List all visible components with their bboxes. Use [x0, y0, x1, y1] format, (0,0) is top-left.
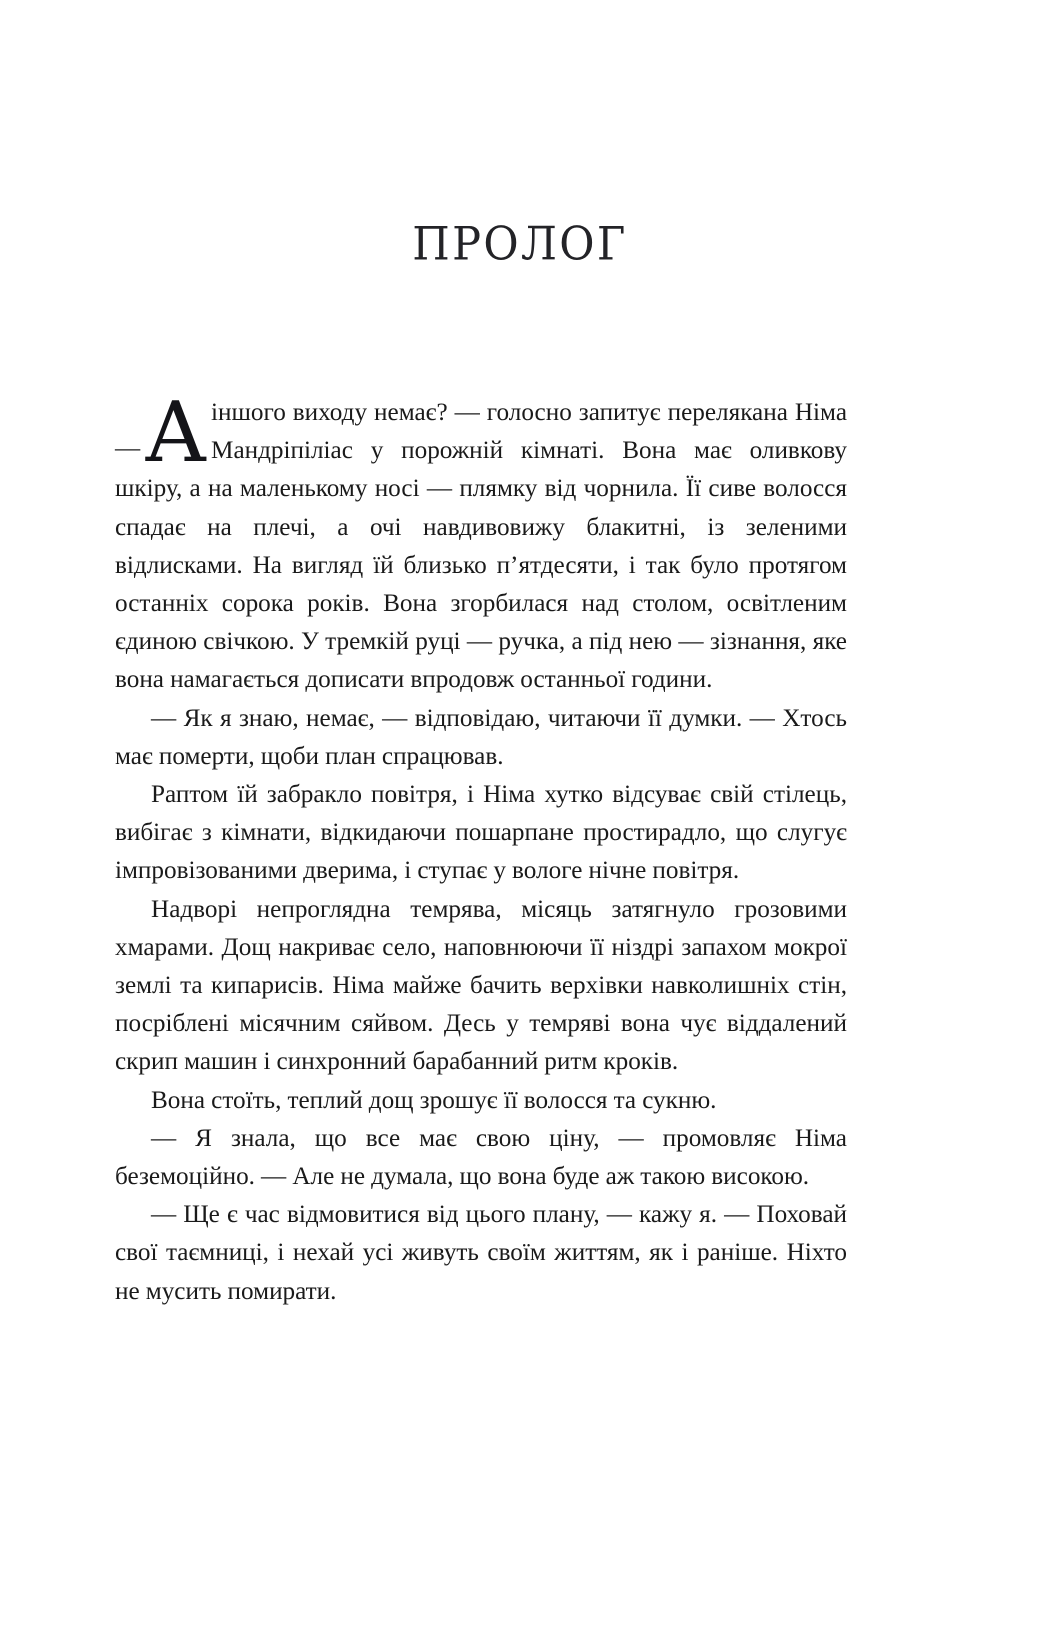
chapter-title: ПРОЛОГ: [412, 217, 628, 271]
paragraph: Надворі непроглядна темрява, місяць затягнуло грозовими хмарами. Дощ накриває село, наповнюючи її ніздрі запахом мокрої землі та кипарисів. Німа майже бачить верхівки навколишніх стін, посріблені місячним сяйвом. Десь у темряві вона чує віддалений скрип машин і синхронний барабанний ритм кроків.: [115, 895, 847, 1076]
drop-cap: А: [144, 384, 208, 481]
paragraph: Вона стоїть, теплий дощ зрошує її волосся та сукню.: [151, 1086, 717, 1114]
opening-paragraph: [115, 384, 847, 700]
paragraph: Раптом їй забракло повітря, і Німа хутко відсуває свій стілець, вибігає з кімнати, відкидаючи пошарпане простирадло, що слугує імпровізованими дверима, і ступає у вологе нічне повітря.: [115, 781, 847, 885]
em-dash-marker: —: [115, 435, 141, 462]
opening-paragraph-text: іншого виходу немає? — голосно запитує перелякана Німа Мандріпіліас у порожній кімнаті. Вона має оливкову шкіру, а на маленькому носі — плямку від чорнила. Її сиве волосся спадає на плечі, а очі навдивовижу блакитні, із зеленими відлисками. На вигляд їй близько п’ятдесяти, і так було протягом останніх сорока років. Вона згорбилася над столом, освітленим єдиною свічкою. У тремкій руці — ручка, а під нею — зізнання, яке вона намагається дописати впродовж останньої години.: [115, 399, 847, 694]
paragraph: — Ще є час відмовитися від цього плану, — кажу я. — Поховай свої таємниці, і нехай усі живуть своїм життям, як і раніше. Ніхто не мусить помирати.: [115, 1201, 847, 1305]
body-text-block: [115, 384, 847, 1311]
paragraph: — Я знала, що все має свою ціну, — промовляє Німа беземоційно. — Але не думала, що вона буде аж такою високою.: [115, 1124, 847, 1191]
paragraph: — Як я знаю, немає, — відповідаю, читаючи її думки. — Хтось має померти, щоби план спрацював.: [115, 704, 847, 770]
